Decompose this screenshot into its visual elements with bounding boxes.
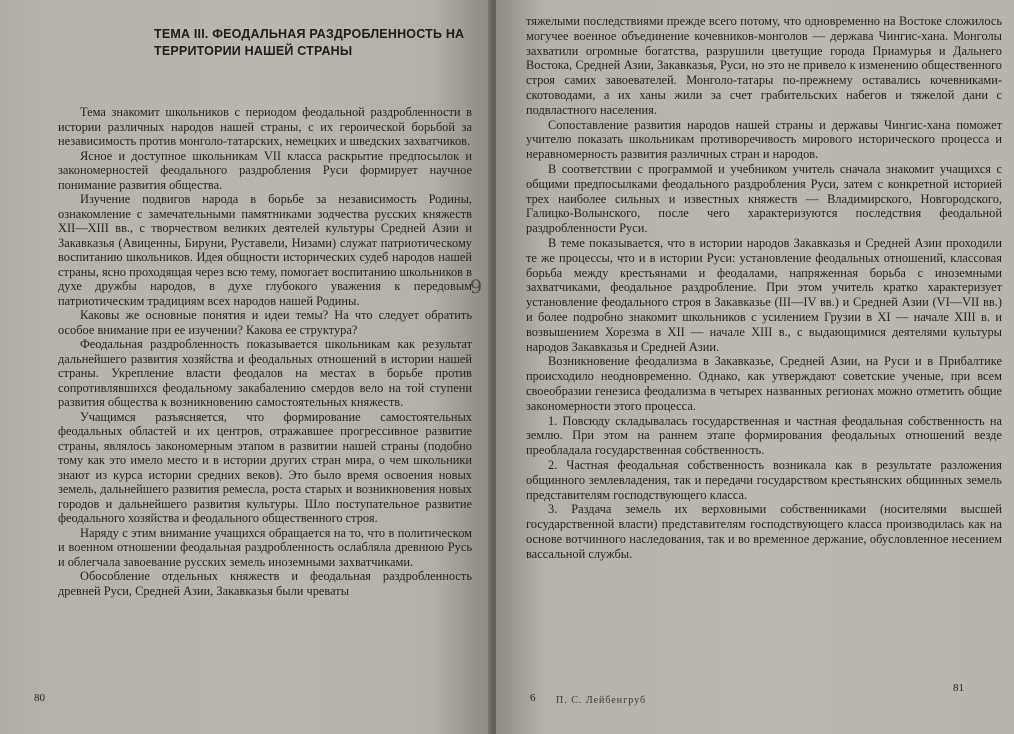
paragraph: Возникновение феодализма в Закавказье, Средней Азии, на Руси и в Прибалтике происходило неодновременно. Однако, как утверждают советские ученые, при всем своеобразии генезиса феодализма в четырех названных регионах можно отметить общие закономерности этого процесса. [526,354,1002,413]
right-page [496,0,1014,734]
paragraph: Изучение подвигов народа в борьбе за независимость Родины, ознакомление с замечательными памятниками зодчества русских княжеств XII—XIII вв., с творчеством великих деятелей культуры Средней Азии и Закавказья (Авиценны, Бируни, Руставели, Низами) служат патриотическому воспитанию школьников. Идея общности исторических судеб народов нашей страны, ясно проходящая через всю тему, помогает воспитанию школьников в духе дружбы народов, в духе глубокого уважения к передовым патриотическим традициям всех народов нашей Родины. [58,192,472,308]
chapter-title: ТЕМА III. ФЕОДАЛЬНАЯ РАЗДРОБЛЕННОСТЬ НА ТЕРРИТОРИИ НАШЕЙ СТРАНЫ [154,27,465,58]
paragraph: Сопоставление развития народов нашей страны и державы Чингис-хана поможет учителю показать школьникам противоречивость мирового исторического процесса и неравномерность развития различных стран и народов. [526,117,1002,162]
paragraph: Ясное и доступное школьникам VII класса раскрытие предпосылок и закономерностей феодального раздробления Руси формирует научное понимание развития общества. [58,148,472,192]
page-number-left: 80 [34,692,45,704]
paragraph: 3. Раздача земель их верховными собственниками (носителями высшей государственной власти) представителям господствующего класса производилась как на основе вотчинного наследования, так и во временное держание, обусловленное несением вассальной службы. [526,502,1002,561]
signature-author: П. С. Лейбенгруб [556,695,647,706]
paragraph: Учащимся разъясняется, что формирование самостоятельных феодальных областей и их центров, отражавшее прогрессивное развитие страны, являлось закономерным этапом в развитии нашей страны (подобно тому как это имело место и в истории других стран мира, о чем школьники знают из курса истории средних веков). Это было время освоения новых земель, дальнейшего развития ремесла, роста старых и возникновения новых городов и дальнейшего развития культуры. Шло поступательное развитие феодального хозяйства и феодального общественного строя. [58,409,472,525]
paragraph: Феодальная раздробленность показывается школьникам как результат дальнейшего развития хозяйства и феодальных отношений в истории нашей страны. Укрепление власти феодалов на местах в борьбе против сопротивлявшихся феодальному закабалению смердов вело на той ступени развития общества к возникновению самостоятельных княжеств. [58,337,472,409]
signature-number: 6 [530,692,536,704]
paragraph: тяжелыми последствиями прежде всего потому, что одновременно на Востоке сложилось могучее военное объединение кочевников-монголов — держава Чингис-хана. Монголы захватили огромные богатства, разрушили цветущие города Приамурья и Дальнего Востока, Средней Азии, Закавказья, Руси, но это не привело к изменению общественного строя самих завоевателей. Монголо-татары по-прежнему оставались кочевниками-скотоводами, а их ханы жили за счет грабительских набегов и тяжелой дани с подвластного населения. [526,14,1002,117]
paragraph: 1. Повсюду складывалась государственная и частная феодальная собственность на землю. При этом на раннем этапе формирования феодальных отношений везде преобладала государственная собственность. [526,413,1002,458]
paragraph: Каковы же основные понятия и идеи темы? На что следует обратить особое внимание при ее изучении? Какова ее структура? [58,308,472,337]
paragraph: В соответствии с программой и учебником учитель сначала знакомит учащихся с общими предпосылками феодального раздробления Руси, затем с конкретной историей трех наиболее сильных и известных княжеств — Владимирского, Новгородского, Галицко-Волынского, после чего характеризуются последствия феодальной раздробленности Руси. [526,161,1002,236]
paragraph: Наряду с этим внимание учащихся обращается на то, что в политическом и военном отношении феодальная раздробленность ослабляла древнюю Русь и облегчала завоевание русских земель иноземными захватчиками. [58,525,472,569]
handwritten-page-mark: 9 [470,276,483,298]
paragraph: 2. Частная феодальная собственность возникала как в результате разложения общинного землевладения, так и передачи государством крестьянских общинных земель представителям господствующего класса. [526,457,1002,502]
paragraph: Тема знакомит школьников с периодом феодальной раздробленности в истории различных народов нашей страны, с их героической борьбой за независимость против монголо-татарских, немецких и шведских захватчиков. [58,105,472,148]
right-page-text [526,14,1002,561]
left-page [0,0,492,734]
paragraph: Обособление отдельных княжеств и феодальная раздробленность древней Руси, Средней Азии, Закавказья были чреваты [58,569,472,598]
paragraph: В теме показывается, что в истории народов Закавказья и Средней Азии проходили те же процессы, что и в истории Руси: установление феодальных отношений, классовая борьба между крестьянами и феодалами, напряженная борьба с иноземными захватчиками, феодальное раздробление. При этом учитель кратко характеризует установление феодального строя в Закавказье (III—IV вв.) и Средней Азии (VI—VII вв.) и более подробно знакомит школьников с усилением Грузии в XI — начале XIII в. и возвышением Хорезма в XII — начале XIII в., с выдающимися деятелями культуры народов Закавказья и Средней Азии. [526,235,1002,354]
page-number-right: 81 [953,682,964,694]
left-page-text [58,105,472,598]
